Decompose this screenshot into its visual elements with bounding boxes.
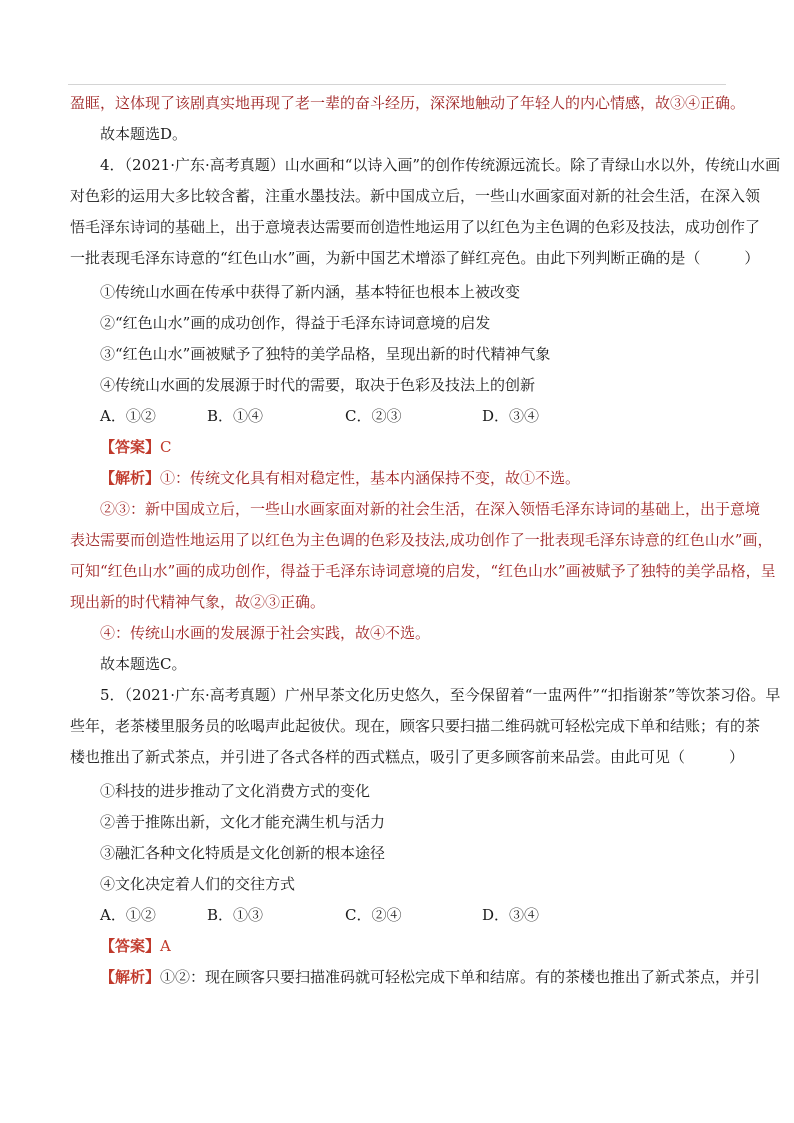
- q4-stem-close: ）: [744, 249, 760, 267]
- q4-option-2: ②“红色山水”画的成功创作，得益于毛泽东诗词意境的启发: [100, 314, 491, 332]
- question-4: [70, 154, 781, 675]
- question-5: [70, 684, 781, 988]
- analysis-text: ①：传统文化具有相对稳定性，基本内涵保持不变，故①不选。: [160, 469, 581, 487]
- q4-stem-line: [70, 247, 760, 269]
- q5-stem-text: 楼也推出了新式茶点，并引进了各式各样的西式糕点，吸引了更多顾客前来品尝。由此可见（: [70, 748, 686, 766]
- q4-option-3: ③“红色山水”画被赋予了独特的美学品格，呈现出新的时代精神气象: [100, 345, 551, 363]
- prev-conclusion: 故本题选D。: [100, 125, 188, 143]
- q5-choice-a: A．①②: [100, 906, 156, 924]
- analysis-tag: 【解析】: [100, 469, 161, 487]
- q4-analysis-line: 现出新的时代精神气象，故②③正确。: [70, 593, 326, 611]
- q5-option-3: ③融汇各种文化特质是文化创新的根本途径: [100, 844, 386, 862]
- q4-conclusion: 故本题选C。: [100, 655, 187, 673]
- q4-analysis-last: ④：传统山水画的发展源于社会实践，故④不选。: [100, 624, 431, 642]
- q4-choice-c: C．②③: [345, 407, 402, 425]
- q4-choice-b: B．①④: [207, 407, 264, 425]
- q4-analysis-line: 表达需要而创造性地运用了以红色为主色调的色彩及技法,成功创作了一批表现毛泽东诗意的红色山水”画，: [70, 531, 773, 549]
- q5-analysis: [70, 966, 761, 988]
- q5-option-2: ②善于推陈出新，文化才能充满生机与活力: [100, 813, 386, 831]
- prev-analysis-tail: 盈眶，这体现了该剧真实地再现了老一辈的奋斗经历，深深地触动了年轻人的内心情感，故③④正确。: [70, 94, 746, 112]
- q5-stem-close: ）: [729, 748, 745, 766]
- q4-stem-line: 对色彩的运用大多比较含蓄，注重水墨技法。新中国成立后，一些山水画家面对新的社会生活，在深入领: [70, 187, 761, 205]
- q5-stem-line: 5．（2021·广东·高考真题）广州早茶文化历史悠久，至今保留着“一盅两件”“扣指谢茶”等饮茶习俗。早: [100, 686, 781, 704]
- q4-stem-line: 悟毛泽东诗词的基础上，出于意境表达需要而创造性地运用了以红色为主色调的色彩及技法，成功创作了: [70, 218, 761, 236]
- q4-choice-d: D．③④: [482, 407, 540, 425]
- q5-choice-c: C．②④: [345, 906, 402, 924]
- q4-analysis-line: 可知“红色山水”画的成功创作，得益于毛泽东诗词意境的启发，“红色山水”画被赋予了独特的美学品格，呈: [70, 562, 776, 580]
- header-rule: [68, 84, 726, 85]
- q5-stem-line: 些年，老茶楼里服务员的吆喝声此起彼伏。现在，顾客只要扫描二维码就可轻松完成下单和结账；有的茶: [70, 717, 761, 735]
- q5-choice-b: B．①③: [207, 906, 264, 924]
- page-content: [70, 92, 781, 988]
- q5-option-4: ④文化决定着人们的交往方式: [100, 875, 296, 893]
- q4-answer: [70, 436, 730, 458]
- q4-option-1: ①传统山水画在传承中获得了新内涵，基本特征也根本上被改变: [100, 283, 521, 301]
- q5-choices: [70, 904, 730, 926]
- q4-stem-text: 一批表现毛泽东诗意的“红色山水”画，为新中国艺术增添了鲜红亮色。由此下列判断正确的是（: [70, 249, 701, 267]
- answer-value: C: [160, 438, 172, 456]
- q4-analysis: [70, 467, 730, 489]
- answer-value: A: [160, 937, 171, 955]
- answer-tag: 【答案】: [100, 438, 161, 456]
- q5-answer: [70, 935, 730, 957]
- q5-option-1: ①科技的进步推动了文化消费方式的变化: [100, 782, 371, 800]
- q4-choice-a: A．①②: [100, 407, 156, 425]
- q4-analysis-line: ②③：新中国成立后，一些山水画家面对新的社会生活，在深入领悟毛泽东诗词的基础上，出于意境: [100, 500, 761, 518]
- q5-stem-line: [70, 746, 745, 768]
- analysis-text: ①②：现在顾客只要扫描准码就可轻松完成下单和结席。有的茶楼也推出了新式茶点，并引: [160, 968, 761, 986]
- q4-stem-line: 4．（2021·广东·高考真题）山水画和“以诗入画”的创作传统源远流长。除了青绿山水以外，传统山水画: [100, 156, 781, 174]
- analysis-tag: 【解析】: [100, 968, 161, 986]
- q4-option-4: ④传统山水画的发展源于时代的需要，取决于色彩及技法上的创新: [100, 376, 536, 394]
- q5-choice-d: D．③④: [482, 906, 540, 924]
- answer-tag: 【答案】: [100, 937, 161, 955]
- q4-choices: [70, 405, 730, 427]
